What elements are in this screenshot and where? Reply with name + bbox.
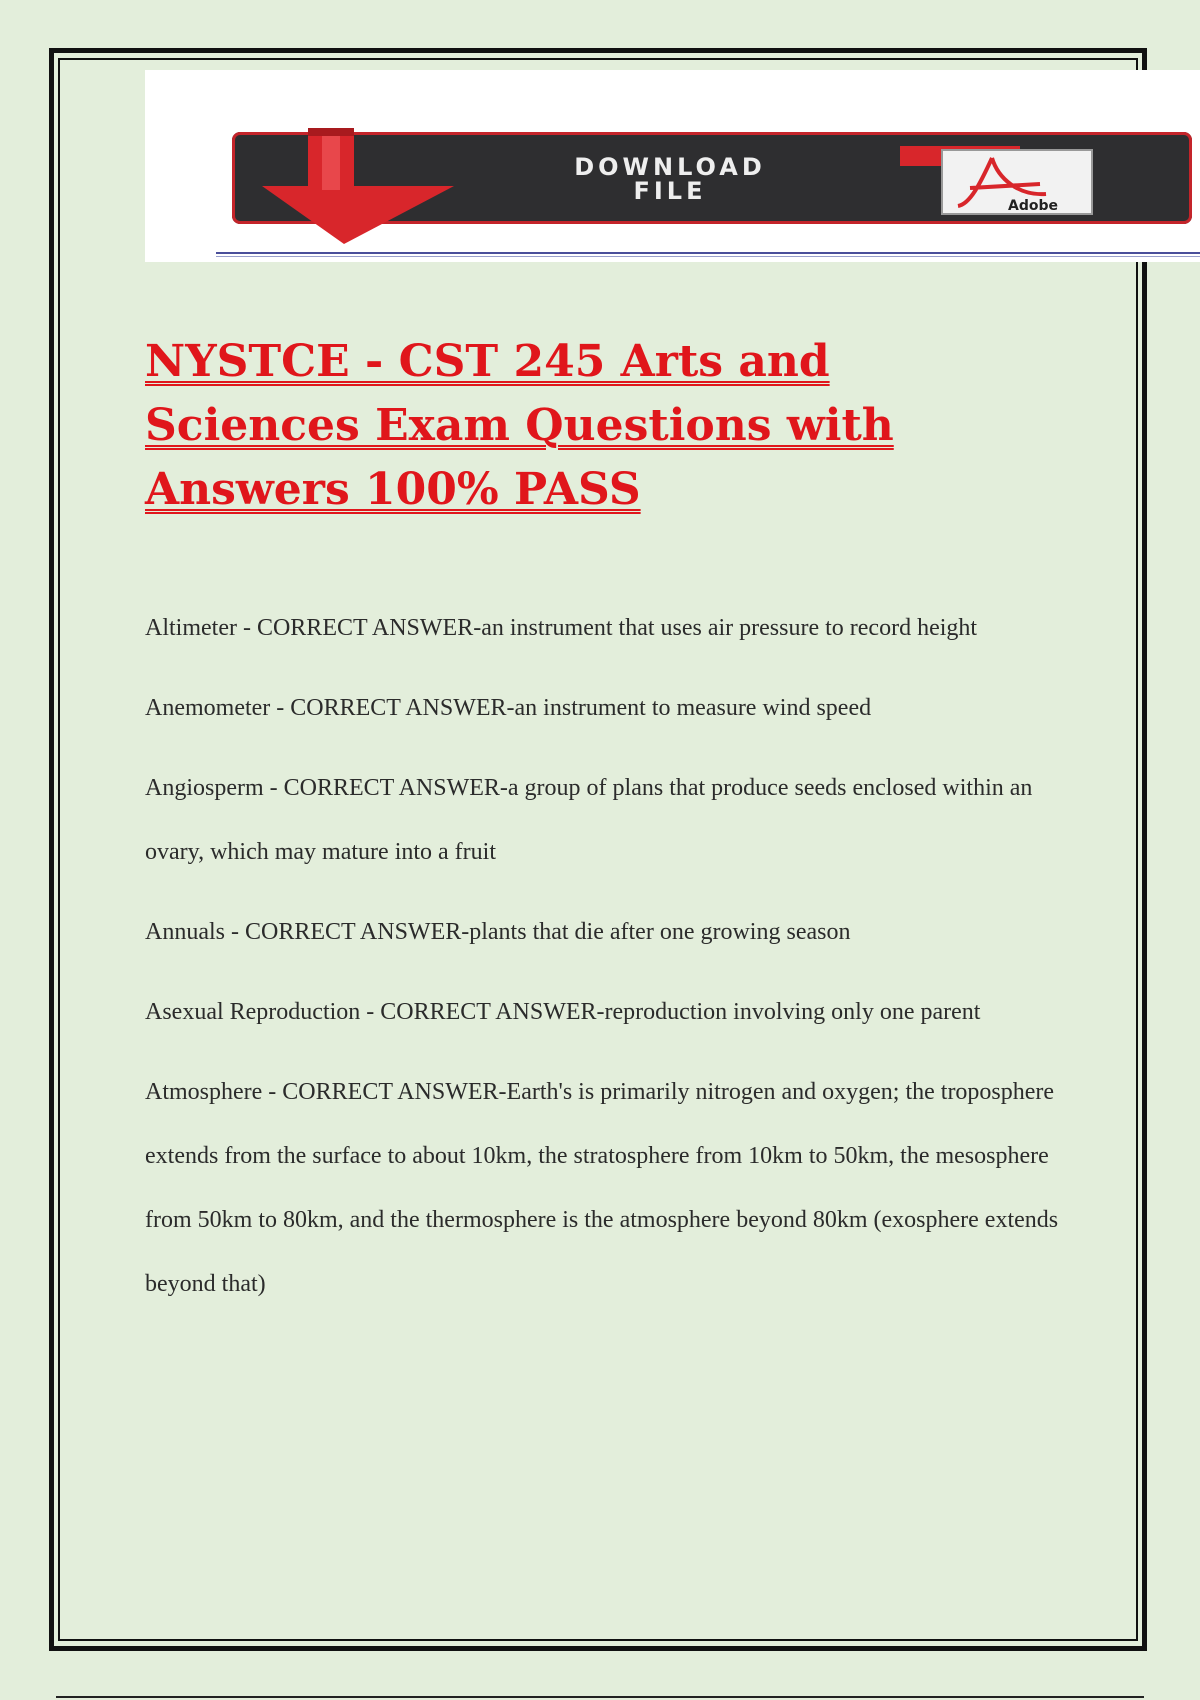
- list-item: Altimeter - CORRECT ANSWER-an instrument that uses air pressure to record height: [145, 615, 978, 641]
- download-arrow-icon: [262, 128, 462, 246]
- download-label: [470, 155, 870, 203]
- list-item: Asexual Reproduction - CORRECT ANSWER-reproduction involving only one parent: [145, 999, 981, 1025]
- list-item: Angiosperm - CORRECT ANSWER-a group of plans that produce seeds enclosed within an ovary, which may mature into a fruit: [145, 775, 1033, 865]
- download-label-line2: FILE: [633, 177, 707, 205]
- footer-rule: [56, 1696, 1144, 1698]
- entry-list: [145, 596, 1075, 1332]
- list-item: Annuals - CORRECT ANSWER-plants that die after one growing season: [145, 919, 851, 945]
- list-item: Anemometer - CORRECT ANSWER-an instrument to measure wind speed: [145, 695, 872, 721]
- download-label-line1: DOWNLOAD: [574, 153, 766, 181]
- banner-divider-thin: [216, 256, 1200, 257]
- list-item: Atmosphere - CORRECT ANSWER-Earth's is primarily nitrogen and oxygen; the troposphere extends from the surface to about 10km, the stratosphere from 10km to 50km, the mesosphere from 50km to 80km, and the thermosphere is the atmosphere beyond 80km (exosphere extends beyond that): [145, 1079, 1059, 1297]
- pdf-brand-text: Adobe: [1008, 198, 1058, 214]
- banner-divider: [216, 252, 1200, 254]
- pdf-file-icon: [900, 144, 1096, 216]
- document-title: NYSTCE - CST 245 Arts and Sciences Exam Questions with Answers 100% PASS: [145, 336, 894, 515]
